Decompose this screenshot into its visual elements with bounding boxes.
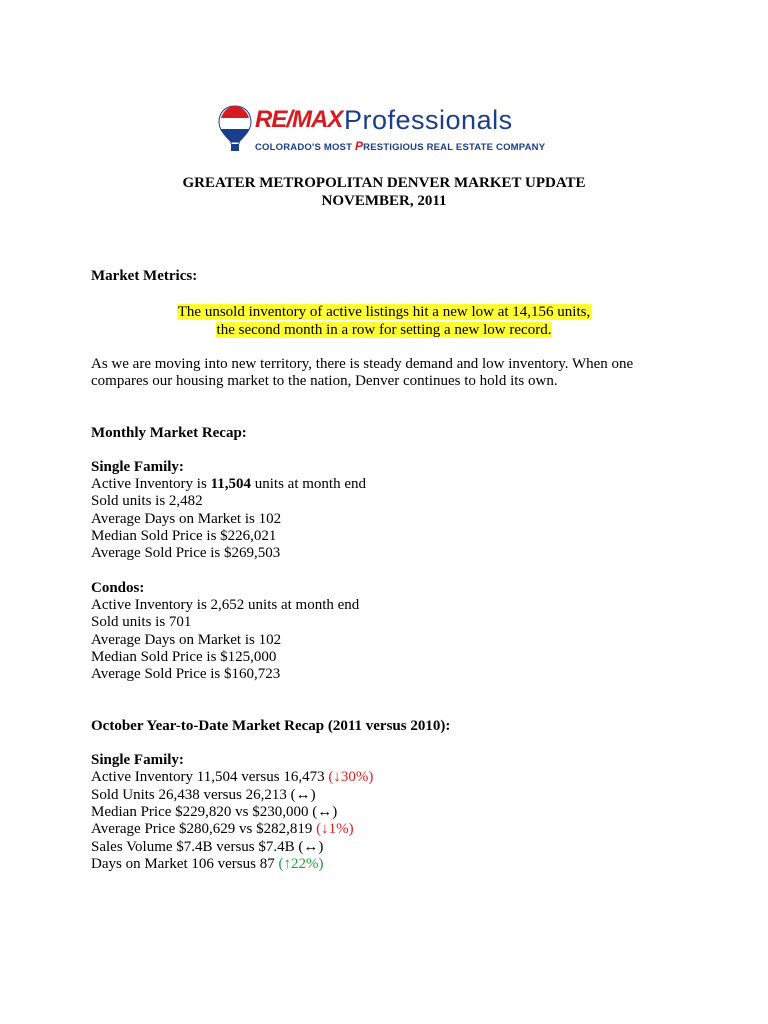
ytd-sf-average <box>91 821 354 838</box>
monthly-sf-dom: Average Days on Market is 102 <box>91 511 282 527</box>
monthly-condos-median: Median Sold Price is $125,000 <box>91 649 277 665</box>
highlight-text-2: the second month in a row for setting a new low record. <box>216 322 552 338</box>
ytd-sf-volume: Sales Volume $7.4B versus $7.4B (↔) <box>91 839 324 855</box>
ytd-sf-active-text: Active Inventory 11,504 versus 16,473 <box>91 769 329 785</box>
monthly-sf-median: Median Sold Price is $226,021 <box>91 528 277 544</box>
monthly-sf-sold: Sold units is 2,482 <box>91 493 203 509</box>
market-metrics-heading: Market Metrics: <box>91 268 198 284</box>
monthly-condos-dom: Average Days on Market is 102 <box>91 632 282 648</box>
ytd-single-family-heading: Single Family: <box>91 752 184 768</box>
highlight-line-2 <box>0 321 768 339</box>
ytd-sf-active-inventory <box>91 769 373 786</box>
ytd-sf-median: Median Price $229,820 vs $230,000 (↔) <box>91 804 338 820</box>
logo-tagline-accent: P <box>354 139 364 153</box>
document-title: GREATER METROPOLITAN DENVER MARKET UPDATE <box>182 175 586 191</box>
highlight-text-1: The unsold inventory of active listings hit a new low at 14,156 units, <box>177 304 591 320</box>
monthly-sf-active-pre: Active Inventory is <box>91 476 211 492</box>
ytd-sf-sold: Sold Units 26,438 versus 26,213 (↔) <box>91 787 316 803</box>
logo-tagline-pre: COLORADO'S MOST <box>255 142 355 153</box>
metrics-paragraph-line-1: As we are moving into new territory, there is steady demand and low inventory. When one <box>91 356 634 372</box>
document-date: NOVEMBER, 2011 <box>321 193 447 209</box>
monthly-sf-active-value: 11,504 <box>210 476 251 492</box>
logo-brand-name: Professionals <box>344 105 513 135</box>
monthly-sf-active-post: units at month end <box>251 476 366 492</box>
ytd-sf-average-text: Average Price $280,629 vs $282,819 <box>91 821 317 837</box>
remax-logo <box>218 104 558 158</box>
monthly-sf-active-inventory <box>91 476 366 493</box>
monthly-sf-average: Average Sold Price is $269,503 <box>91 545 281 561</box>
metrics-paragraph-line-2: compares our housing market to the nation, Denver continues to hold its own. <box>91 373 558 389</box>
highlight-line-1 <box>0 303 768 321</box>
ytd-sf-dom-change: (↑22%) <box>278 856 324 872</box>
ytd-sf-average-change: (↓1%) <box>316 821 354 837</box>
monthly-single-family-heading: Single Family: <box>91 459 184 475</box>
ytd-recap-heading: October Year-to-Date Market Recap (2011 versus 2010): <box>91 718 451 734</box>
monthly-condos-active: Active Inventory is 2,652 units at month end <box>91 597 360 613</box>
logo-tagline <box>255 139 545 153</box>
logo-tagline-post: RESTIGIOUS REAL ESTATE COMPANY <box>363 142 546 153</box>
hot-air-balloon-icon <box>218 104 252 154</box>
ytd-sf-dom-text: Days on Market 106 versus 87 <box>91 856 279 872</box>
monthly-condos-heading: Condos: <box>91 580 145 596</box>
ytd-sf-dom <box>91 856 323 873</box>
monthly-condos-sold: Sold units is 701 <box>91 614 192 630</box>
ytd-sf-active-change: (↓30%) <box>328 769 374 785</box>
logo-brand: RE/MAX <box>255 106 343 133</box>
monthly-condos-average: Average Sold Price is $160,723 <box>91 666 281 682</box>
monthly-recap-heading: Monthly Market Recap: <box>91 425 247 441</box>
